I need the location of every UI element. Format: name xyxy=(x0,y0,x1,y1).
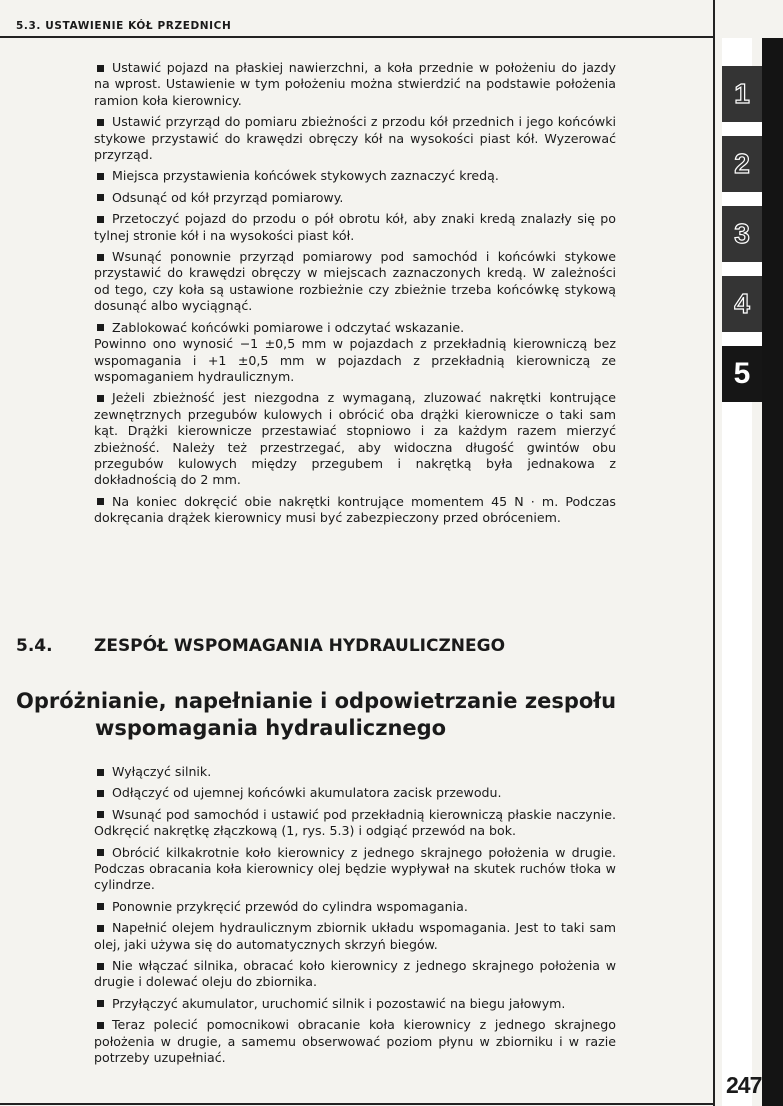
chapter-tabs xyxy=(722,38,783,1106)
list-item xyxy=(94,168,616,184)
page-number: 247 xyxy=(726,1072,762,1098)
tab-gap xyxy=(722,262,762,276)
bullet-icon xyxy=(97,119,104,126)
bullet-icon xyxy=(97,963,104,970)
footer-rule xyxy=(0,1103,715,1105)
chapter-tab-1[interactable] xyxy=(722,66,762,122)
item-text: Obrócić kilkakrotnie koło kierownicy z jednego skrajnego położenia w drugie. Podczas obracania koła kierownicy olej będzie wypływał na skutek ruchów tłoka w cylindrze. xyxy=(94,844,616,893)
chapter-tab-label: 5 xyxy=(733,357,751,390)
item-text: Wsunąć pod samochód i ustawić pod przekładnią kierowniczą płaskie naczynie. Odkręcić nakrętkę złączkową (1, rys. 5.3) i odgiąć przewód na bok. xyxy=(94,806,616,839)
chapter-tab-label: 3 xyxy=(734,218,750,249)
bullet-icon xyxy=(97,790,104,797)
chapter-tab-label: 4 xyxy=(734,288,750,319)
subsection-title-line: wspomagania hydraulicznego xyxy=(95,716,447,740)
item-text: Wsunąć ponownie przyrząd pomiarowy pod samochód i końcówki stykowe przystawić do krawędzi obręczy w miejscach zaznaczonych kredą. W zależności od tego, czy koła są ustawione rozbieżnie czy zbieżnie trzeba końcówkę stykową dosunąć albo wyciągnąć. xyxy=(94,249,616,314)
tab-gap xyxy=(722,332,762,346)
list-item xyxy=(94,958,616,991)
chapter-tab-4[interactable] xyxy=(722,276,762,332)
list-item xyxy=(94,785,616,801)
list-item xyxy=(94,249,616,315)
list-item xyxy=(94,899,616,915)
item-text: Ustawić pojazd na płaskiej nawierzchni, a koła przednie w położeniu do jazdy na wprost. Ustawienie w tym położeniu można stwierdzić na podstawie położenia ramion koła kierownicy. xyxy=(94,60,616,108)
item-text: Przyłączyć akumulator, uruchomić silnik i pozostawić na biegu jałowym. xyxy=(112,995,566,1011)
reading-note: Powinno ono wynosić −1 ±0,5 mm w pojazdach z przekładnią kierowniczą bez wspomagania i +1 ±0,5 mm w pojazdach z przekładnią kierowniczą ze wspomaganiem hydraulicznym. xyxy=(94,336,616,384)
bullet-icon xyxy=(97,903,104,910)
tab-gap xyxy=(722,192,762,206)
item-text: Napełnić olejem hydraulicznym zbiornik układu wspomagania. Jest to taki sam olej, jaki używa się do automatycznych skrzyń biegów. xyxy=(94,920,616,952)
list-item xyxy=(94,320,616,336)
list-item xyxy=(94,390,616,488)
bullet-icon xyxy=(97,65,104,72)
section-heading xyxy=(16,636,505,656)
item-text: Miejsca przystawienia końcówek stykowych zaznaczyć kredą. xyxy=(112,168,499,184)
list-item xyxy=(94,920,616,953)
section-54-body xyxy=(94,764,616,1072)
bullet-icon xyxy=(97,395,104,402)
tab-gap xyxy=(722,122,762,136)
item-text: Ponownie przykręcić przewód do cylindra wspomagania. xyxy=(112,898,468,914)
subsection-title xyxy=(16,688,616,742)
list-item xyxy=(94,996,616,1012)
chapter-tab-2[interactable] xyxy=(722,136,762,192)
bullet-icon xyxy=(97,254,104,261)
list-item xyxy=(94,845,616,894)
bullet-icon xyxy=(97,811,104,818)
item-text: Odsunąć od kół przyrząd pomiarowy. xyxy=(112,189,344,205)
list-item xyxy=(94,211,616,244)
running-header: 5.3. USTAWIENIE KÓŁ PRZEDNICH xyxy=(16,20,232,32)
tab-edge xyxy=(762,38,783,1106)
item-text: Zablokować końcówki pomiarowe i odczytać wskazanie. xyxy=(112,319,465,335)
bullet-icon xyxy=(97,324,104,331)
right-margin-rule xyxy=(713,0,715,1106)
chapter-tab-3[interactable] xyxy=(722,206,762,262)
bullet-icon xyxy=(97,1000,104,1007)
bullet-icon xyxy=(97,216,104,223)
chapter-tab-label: 1 xyxy=(734,78,750,109)
item-text: Przetoczyć pojazd do przodu o pół obrotu kół, aby znaki kredą znalazły się po tylnej stronie kół i na wysokości piast kół. xyxy=(94,211,616,243)
subsection-title-line: Opróżnianie, napełnianie i odpowietrzanie zespołu xyxy=(16,689,617,713)
item-text: Ustawić przyrząd do pomiaru zbieżności z przodu kół przednich i jego końcówki stykowe przystawić do krawędzi obręczy kół na wysokości piast kół. Wyzerować przyrząd. xyxy=(94,114,616,163)
bullet-icon xyxy=(97,1022,104,1029)
list-item xyxy=(94,494,616,527)
item-text: Teraz polecić pomocnikowi obracanie koła kierownicy z jednego skrajnego położenia w drugie, a samemu obserwować poziom płynu w zbiorniku i w razie potrzeby uzupełniać. xyxy=(94,1017,616,1066)
chapter-tab-label: 2 xyxy=(734,148,750,179)
bullet-icon xyxy=(97,194,104,201)
item-text: Nie włączać silnika, obracać koło kierownicy z jednego skrajnego położenia w drugie i dolewać oleju do zbiornika. xyxy=(94,958,616,990)
list-item xyxy=(94,114,616,163)
section-53-body xyxy=(94,60,616,532)
item-text: Jeżeli zbieżność jest niezgodna z wymaganą, zluzować nakrętki kontrujące zewnętrznych przegubów kulowych i obrócić oba drążki kierownicze o taki sam kąt. Drążki kierownicze przestawiać stopniowo i za każdym razem mierzyć zbieżność. Należy też przestrzegać, aby widoczna długość gwintów obu przegubów kulowych między przegubem i nakrętką była jednakowa z dokładnością do 2 mm. xyxy=(94,390,616,488)
bullet-icon xyxy=(97,769,104,776)
list-item xyxy=(94,190,616,206)
bullet-icon xyxy=(97,849,104,856)
header-rule xyxy=(0,36,713,38)
bullet-icon xyxy=(97,173,104,180)
list-item xyxy=(94,60,616,109)
item-text: Wyłączyć silnik. xyxy=(112,764,212,779)
bullet-icon xyxy=(97,925,104,932)
bullet-icon xyxy=(97,498,104,505)
section-number: 5.4. xyxy=(16,636,53,656)
list-item xyxy=(94,807,616,840)
list-item xyxy=(94,1017,616,1066)
list-item xyxy=(94,764,616,780)
chapter-tab-5[interactable] xyxy=(722,346,762,402)
item-text: Na koniec dokręcić obie nakrętki kontrujące momentem 45 N · m. Podczas dokręcania drążek kierownicy musi być zabezpieczony przed obróceniem. xyxy=(94,493,616,526)
section-title: ZESPÓŁ WSPOMAGANIA HYDRAULICZNEGO xyxy=(94,636,506,656)
item-text: Odłączyć od ujemnej końcówki akumulatora zacisk przewodu. xyxy=(112,785,502,801)
